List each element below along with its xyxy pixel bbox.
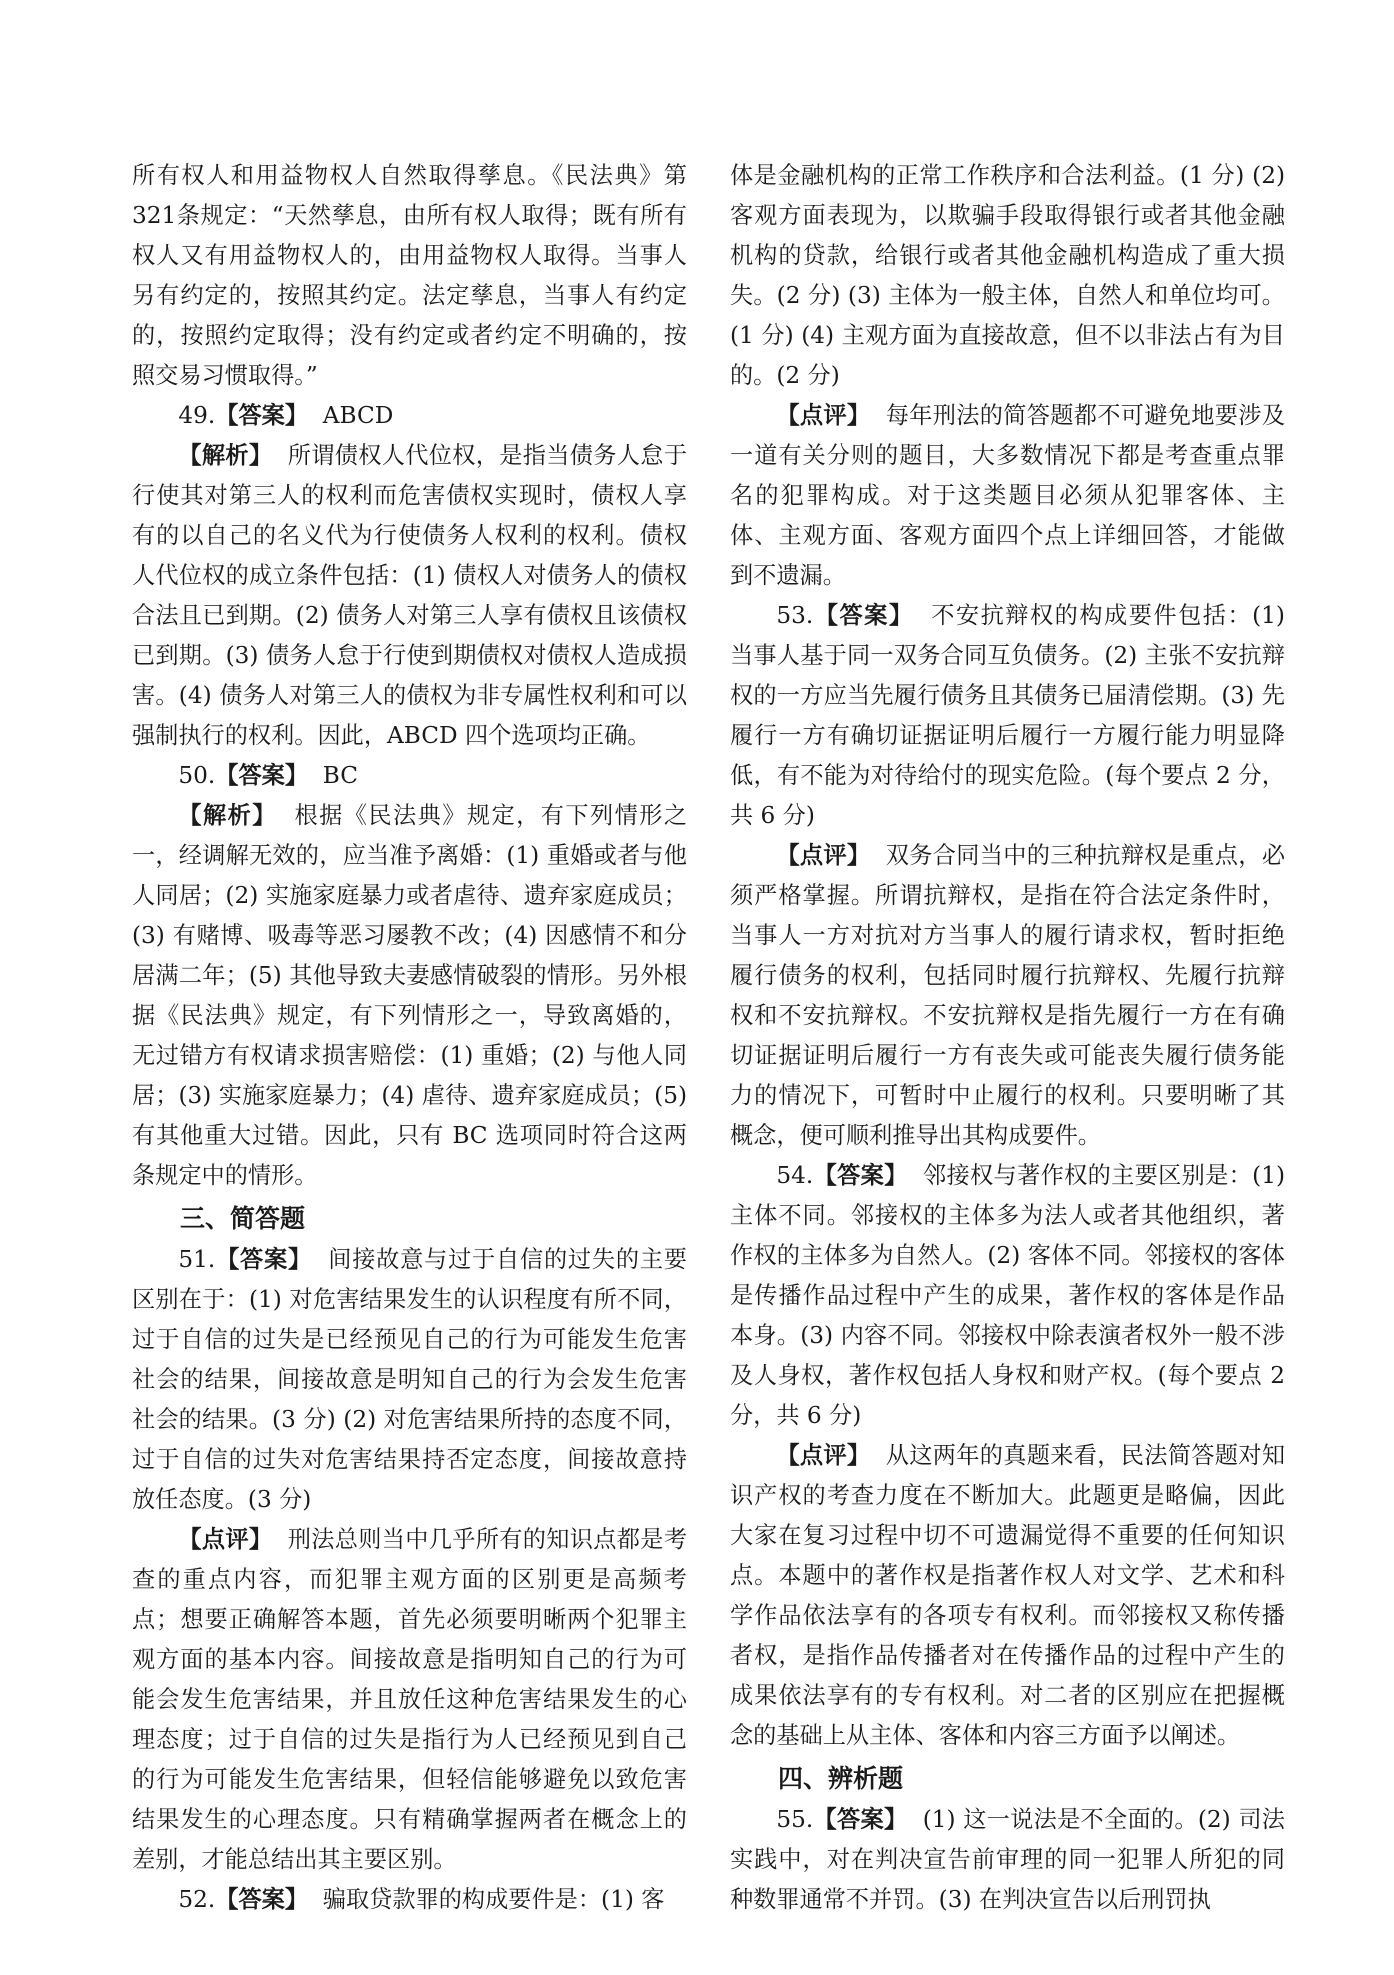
question-number: 55. [776,1806,814,1833]
paragraph-continued [132,156,687,396]
analysis-tag: 【解析】 [178,442,273,469]
analysis-tag: 【解析】 [178,802,277,829]
answer-text: 邻接权与著作权的主要区别是：(1) 主体不同。邻接权的主体多为法人或者其他组织，著作权的主体多为自然人。(2) 客体不同。邻接权的客体是传播作品过程中产生的成果，著作权的客体是作品本身。(3) 内容不同。邻接权中除表演者权外一般不涉及人身权，著作权包括人身权和财产权。(每个要点 2 分，共 6 分) [730,1162,1285,1429]
comment-51 [132,1520,687,1880]
section-heading-analysis: 四、辨析题 [778,1764,904,1793]
question-number: 54. [776,1162,814,1189]
question-number: 49. [178,402,216,429]
comment-text: 刑法总则当中几乎所有的知识点都是考查的重点内容，而犯罪主观方面的区别更是高频考点；想要正确解答本题，首先必须要明晰两个犯罪主观方面的基本内容。间接故意是指明知自己的行为可能会发生危害结果，并且放任这种危害结果发生的心理态度；过于自信的过失是指行为人已经预见到自己的行为可能发生危害结果，但轻信能够避免以致危害结果发生的心理态度。只有精确掌握两者在概念上的差别，才能总结出其主要区别。 [132,1526,688,1873]
comment-text: 从这两年的真题来看，民法简答题对知识产权的考查力度在不断加大。此题更是略偏，因此大家在复习过程中切不可遗漏觉得不重要的任何知识点。本题中的著作权是指著作权人对文学、艺术和科学作品依法享有的各项专有权利。而邻接权又称传播者权，是指作品传播者对在传播作品的过程中产生的成果依法享有的专有权利。对二者的区别应在把握概念的基础上从主体、客体和内容三方面予以阐述。 [730,1442,1286,1749]
question-number: 51. [178,1246,216,1273]
answer-49 [132,396,687,436]
analysis-text: 所谓债权人代位权，是指当债务人怠于行使其对第三人的权利而危害债权实现时，债权人享有的以自己的名义代为行使债务人权利的权利。债权人代位权的成立条件包括：(1) 债权人对债务人的债权合法且已到期。(2) 债务人对第三人享有债权且该债权已到期。(3) 债务人怠于行使到期债权对债权人造成损害。(4) 债务人对第三人的债权为非专属性权利和可以强制执行的权利。因此，ABCD 四个选项均正确。 [132,442,688,749]
answer-text: ABCD [322,402,394,429]
comment-text: 每年刑法的简答题都不可避免地要涉及一道有关分则的题目，大多数情况下都是考查重点罪名的犯罪构成。对于这类题目必须从犯罪客体、主体、主观方面、客观方面四个点上详细回答，才能做到不遗漏。 [730,402,1286,589]
answer-tag: 【答案】 [215,402,309,429]
answer-tag: 【答案】 [813,602,914,629]
answer-51 [132,1240,687,1520]
answer-tag: 【答案】 [813,1162,908,1189]
left-column [132,156,687,1920]
comment-54 [730,1436,1285,1756]
answer-54 [730,1156,1285,1436]
answer-tag: 【答案】 [813,1806,908,1833]
answer-text: 间接故意与过于自信的过失的主要区别在于：(1) 对危害结果发生的认识程度有所不同，过于自信的过失是已经预见自己的行为可能发生危害社会的结果，间接故意是明知自己的行为会发生危害社会的结果。(3 分) (2) 对危害结果所持的态度不同，过于自信的过失对危害结果持否定态度，间接故意持放任态度。(3 分) [132,1246,687,1513]
comment-tag: 【点评】 [776,1442,871,1469]
comment-text: 双务合同当中的三种抗辩权是重点，必须严格掌握。所谓抗辩权，是指在符合法定条件时，当事人一方对抗对方当事人的履行请求权，暂时拒绝履行债务的权利，包括同时履行抗辩权、先履行抗辩权和不安抗辩权。不安抗辩权是指先履行一方在有确切证据证明后履行一方有丧失或可能丧失履行债务能力的情况下，可暂时中止履行的权利。只要明晰了其概念，便可顺利推导出其构成要件。 [730,842,1286,1149]
question-number: 50. [178,762,216,789]
section-heading-short-answer: 三、简答题 [180,1204,306,1233]
answer-tag: 【答案】 [215,1246,312,1273]
right-column [730,156,1285,1920]
analysis-49 [132,436,687,756]
paragraph-text: 所有权人和用益物权人自然取得孳息。《民法典》第321条规定：“天然孳息，由所有权人取得；既有所有权人又有用益物权人的，由用益物权人取得。当事人另有约定的，按照其约定。法定孳息，当事人有约定的，按照约定取得；没有约定或者约定不明确的，按照交易习惯取得。” [132,162,687,389]
question-number: 53. [776,602,814,629]
comment-tag: 【点评】 [776,842,871,869]
answer-53 [730,596,1285,836]
answer-tag: 【答案】 [215,762,309,789]
comment-52 [730,396,1285,596]
comment-tag: 【点评】 [776,402,871,429]
answer-52 [132,1880,687,1920]
answer-text: 骗取贷款罪的构成要件是：(1) 客 [322,1886,665,1913]
paragraph-continued [730,156,1285,396]
paragraph-text: 体是金融机构的正常工作秩序和合法利益。(1 分) (2) 客观方面表现为，以欺骗手段取得银行或者其他金融机构的贷款，给银行或者其他金融机构造成了重大损失。(2 分) (3) 主体为一般主体，自然人和单位均可。(1 分) (4) 主观方面为直接故意，但不以非法占有为目的。(2 分) [730,162,1285,389]
question-number: 52. [178,1886,216,1913]
comment-tag: 【点评】 [178,1526,273,1553]
answer-tag: 【答案】 [215,1886,309,1913]
answer-50 [132,756,687,796]
analysis-text: 根据《民法典》规定，有下列情形之一，经调解无效的，应当准予离婚：(1) 重婚或者与他人同居；(2) 实施家庭暴力或者虐待、遗弃家庭成员；(3) 有赌博、吸毒等恶习屡教不改；(4) 因感情不和分居满二年；(5) 其他导致夫妻感情破裂的情形。另外根据《民法典》规定，有下列情形之一，导致离婚的，无过错方有权请求损害赔偿：(1) 重婚；(2) 与他人同居；(3) 实施家庭暴力；(4) 虐待、遗弃家庭成员；(5) 有其他重大过错。因此，只有 BC 选项同时符合这两条规定中的情形。 [132,802,688,1189]
comment-53 [730,836,1285,1156]
analysis-50 [132,796,687,1196]
answer-55 [730,1800,1285,1920]
answer-text: 不安抗辩权的构成要件包括：(1) 当事人基于同一双务合同互负债务。(2) 主张不安抗辩权的一方应当先履行债务且其债务已届清偿期。(3) 先履行一方有确切证据证明后履行一方履行能力明显降低，有不能为对待给付的现实危险。(每个要点 2 分，共 6 分) [730,602,1285,829]
answer-text: (1) 这一说法是不全面的。(2) 司法实践中，对在判决宣告前审理的同一犯罪人所犯的同种数罪通常不并罚。(3) 在判决宣告以后刑罚执 [730,1806,1285,1913]
answer-text: BC [322,762,358,789]
